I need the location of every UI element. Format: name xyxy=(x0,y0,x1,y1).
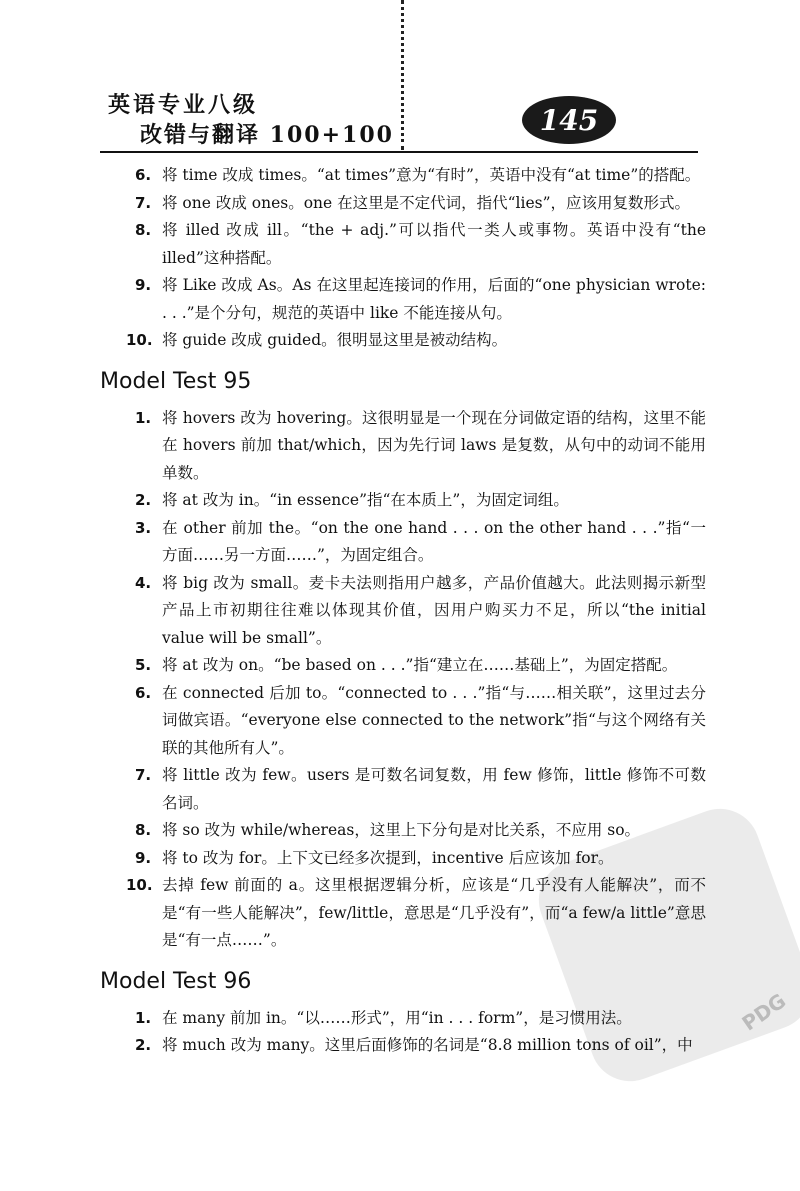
item-number: 9. xyxy=(135,848,152,867)
answer-item xyxy=(100,845,710,873)
item-number: 1. xyxy=(135,1008,152,1027)
item-text: 将 guide 改成 guided。很明显这里是被动结构。 xyxy=(162,331,508,349)
item-text: 将 one 改成 ones。one 在这里是不定代词，指代“lies”，应该用复数形式。 xyxy=(162,193,691,212)
answer-item xyxy=(100,487,710,515)
item-text: 将 at 改为 on。“be based on . . .”指“建立在……基础上”，为固定搭配。 xyxy=(162,656,678,674)
item-text: 在 many 前加 in。“以……形式”，用“in . . . form”，是习惯用法。 xyxy=(162,1008,632,1027)
item-text: 将 so 改为 while/whereas，这里上下分句是对比关系，不应用 so。 xyxy=(162,821,641,839)
item-number: 7. xyxy=(135,193,152,212)
page-content xyxy=(100,162,710,1060)
item-text: 将 big 改为 small。麦卡夫法则指用户越多，产品价值越大。此法则揭示新型产品上市初期往往难以体现其价值，因用户购买力不足，所以“the initial value will be small”。 xyxy=(162,573,706,647)
answer-item xyxy=(100,515,710,570)
header-dotted-divider xyxy=(401,0,404,150)
item-text: 将 to 改为 for。上下文已经多次提到，incentive 后应该加 for。 xyxy=(162,848,614,867)
book-title-line1: 英语专业八级 xyxy=(108,92,259,118)
item-text: 将 illed 改成 ill。“the + adj.”可以指代一类人或事物。英语中没有“the illed”这种搭配。 xyxy=(162,221,706,267)
item-text: 将 at 改为 in。“in essence”指“在本质上”，为固定词组。 xyxy=(162,491,569,509)
book-title-line2: 改错与翻译 100+100 xyxy=(140,122,394,148)
item-text: 将 time 改成 times。“at times”意为“有时”，英语中没有“at time”的搭配。 xyxy=(162,166,701,184)
answer-item xyxy=(100,570,710,653)
answer-item xyxy=(100,872,710,955)
page-number-badge: 145 xyxy=(522,96,616,144)
item-text: 去掉 few 前面的 a。这里根据逻辑分析，应该是“几乎没有人能解决”，而不是“有一些人能解决”，few/little，意思是“几乎没有”，而“a few/a little”意思是“有一点……”。 xyxy=(162,876,706,949)
item-number: 2. xyxy=(135,491,152,509)
item-number: 10. xyxy=(126,331,153,349)
item-number: 6. xyxy=(135,683,152,702)
item-text: 在 connected 后加 to。“connected to . . .”指“与……相关联”，这里过去分词做宾语。“everyone else connected to the network”指“与这个网络有关联的其他所有人”。 xyxy=(162,683,706,757)
item-number: 9. xyxy=(135,276,152,294)
item-text: 将 little 改为 few。users 是可数名词复数，用 few 修饰，little 修饰不可数名词。 xyxy=(162,766,706,812)
header-rule xyxy=(100,151,698,153)
item-text: 在 other 前加 the。“on the one hand . . . on the other hand . . .”指“一方面……另一方面……”，为固定组合。 xyxy=(162,518,706,564)
answer-item xyxy=(100,405,710,488)
item-number: 10. xyxy=(126,876,153,894)
section-title-model-test-95: Model Test 95 xyxy=(100,368,252,394)
item-text: 将 hovers 改为 hovering。这很明显是一个现在分词做定语的结构，这里不能在 hovers 前加 that/which，因为先行词 laws 是复数，从句中的动词不能用单数。 xyxy=(162,408,706,482)
answer-item xyxy=(100,680,710,763)
item-number: 6. xyxy=(135,166,152,184)
answer-item xyxy=(100,652,710,680)
answer-item xyxy=(100,762,710,817)
item-number: 8. xyxy=(135,821,152,839)
item-number: 4. xyxy=(135,573,152,592)
watermark-pdg: PDG xyxy=(737,988,791,1036)
item-number: 3. xyxy=(135,518,152,537)
answer-item xyxy=(100,1005,710,1033)
item-number: 1. xyxy=(135,408,152,427)
item-number: 8. xyxy=(135,221,152,239)
item-number: 2. xyxy=(135,1036,152,1054)
answer-item xyxy=(100,217,710,272)
answer-item xyxy=(100,327,710,355)
answer-item xyxy=(100,190,710,218)
item-text: 将 Like 改成 As。As 在这里起连接词的作用，后面的“one physician wrote: . . .”是个分句，规范的英语中 like 不能连接从句。 xyxy=(162,276,706,322)
item-number: 5. xyxy=(135,656,152,674)
item-number: 7. xyxy=(135,766,152,784)
answer-item xyxy=(100,162,710,190)
answer-item xyxy=(100,817,710,845)
item-text: 将 much 改为 many。这里后面修饰的名词是“8.8 million tons of oil”，中 xyxy=(162,1036,693,1054)
section-title-model-test-96: Model Test 96 xyxy=(100,968,252,994)
answer-item xyxy=(100,272,710,327)
answer-item xyxy=(100,1032,710,1060)
